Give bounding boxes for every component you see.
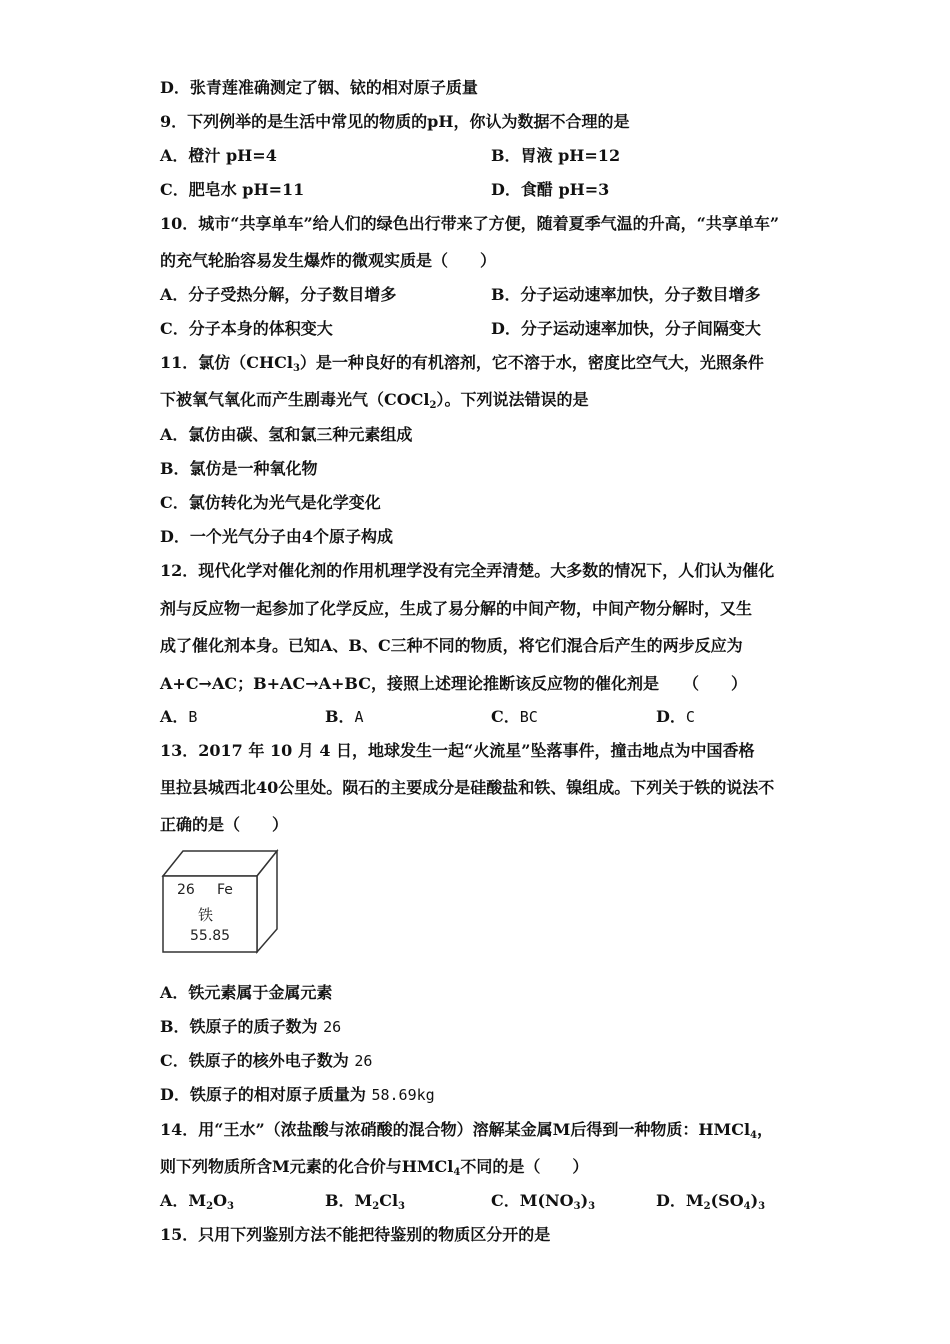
q9-stem: 9．下列例举的是生活中常见的物质的pH，你认为数据不合理的是 — [160, 112, 630, 131]
q11-option-d: D．一个光气分子由4个原子构成 — [160, 527, 394, 546]
q10-stem-line1: 10．城市“共享单车”给人们的绿色出行带来了方便，随着夏季气温的升高，“共享单车” — [160, 214, 780, 233]
element-symbol: Fe — [217, 882, 233, 898]
q13-option-b: B．铁原子的质子数为 26 — [160, 1017, 342, 1036]
q11-stem-line1: 11．氯仿（CHCl$_3$）是一种良好的有机溶剂，它不溶于水，密度比空气大，光照条件 — [160, 353, 764, 374]
q11-option-a: A．氯仿由碳、氢和氯三种元素组成 — [160, 425, 413, 444]
q10-option-a: A．分子受热分解，分子数目增多 — [160, 285, 397, 304]
q10-option-d: D．分子运动速率加快，分子间隔变大 — [491, 319, 761, 338]
q11-option-c: C．氯仿转化为光气是化学变化 — [160, 493, 381, 512]
atomic-number: 26 — [177, 882, 195, 898]
element-name: 铁 — [198, 906, 214, 924]
q14-option-d: D．$M_2(SO_4)_3$ — [656, 1191, 766, 1212]
q12-option-a: A．B — [160, 707, 198, 726]
q13-option-d: D．铁原子的相对原子质量为 58.69kg — [160, 1085, 435, 1104]
q9-option-c: C．肥皂水 pH=11 — [160, 180, 305, 199]
q13-stem-line3: 正确的是（ ） — [160, 815, 289, 834]
q9-option-a: A．橙汁 pH=4 — [160, 146, 277, 165]
q10-option-c: C．分子本身的体积变大 — [160, 319, 333, 338]
q12-stem-line3: 成了催化剂本身。已知A、B、C三种不同的物质，将它们混合后产生的两步反应为 — [160, 636, 743, 655]
q14-stem-line2: 则下列物质所含M元素的化合价与HMCl$_4$不同的是（ ） — [160, 1157, 589, 1178]
q8-option-d: D．张青莲准确测定了铟、铱的相对原子质量 — [160, 78, 478, 97]
q11-option-b: B．氯仿是一种氧化物 — [160, 459, 318, 478]
q14-option-c: C．$M(NO_3)_3$ — [491, 1191, 596, 1212]
q12-stem-line4: A+C→AC；B+AC→A+BC，接照上述理论推断该反应物的催化剂是 （ ） — [160, 674, 747, 693]
q13-option-a: A．铁元素属于金属元素 — [160, 983, 333, 1002]
q14-option-b: B．$M_2Cl_3$ — [325, 1191, 405, 1212]
q13-stem-line1: 13．2017 年 10 月 4 日，地球发生一起“火流星”坠落事件，撞击地点为中国香格 — [160, 741, 755, 760]
q10-option-b: B．分子运动速率加快，分子数目增多 — [491, 285, 761, 304]
q14-option-a: A．$M_2O_3$ — [160, 1191, 235, 1212]
q15-stem: 15．只用下列鉴别方法不能把待鉴别的物质区分开的是 — [160, 1225, 551, 1244]
iron-element-card — [160, 846, 280, 956]
q11-stem-line2: 下被氧气氧化而产生剧毒光气（COCl$_2$）。下列说法错误的是 — [160, 390, 589, 411]
q13-stem-line2: 里拉县城西北40公里处。陨石的主要成分是硅酸盐和铁、镍组成。下列关于铁的说法不 — [160, 778, 775, 797]
q10-stem-line2: 的充气轮胎容易发生爆炸的微观实质是（ ） — [160, 251, 497, 270]
q12-option-d: D．C — [656, 707, 695, 726]
q13-option-c: C．铁原子的核外电子数为 26 — [160, 1051, 373, 1070]
q9-option-b: B．胃液 pH=12 — [491, 146, 621, 165]
q12-option-c: C．BC — [491, 707, 538, 726]
q12-stem-line2: 剂与反应物一起参加了化学反应，生成了易分解的中间产物，中间产物分解时，又生 — [160, 599, 753, 618]
q12-stem-line1: 12．现代化学对催化剂的作用机理学没有完全弄清楚。大多数的情况下，人们认为催化 — [160, 561, 775, 580]
atomic-mass: 55.85 — [190, 928, 231, 944]
q14-stem-line1: 14．用“王水”（浓盐酸与浓硝酸的混合物）溶解某金属M后得到一种物质：HMCl$_4$， — [160, 1120, 774, 1141]
q12-option-b: B．A — [325, 707, 364, 726]
q9-option-d: D．食醋 pH=3 — [491, 180, 610, 199]
